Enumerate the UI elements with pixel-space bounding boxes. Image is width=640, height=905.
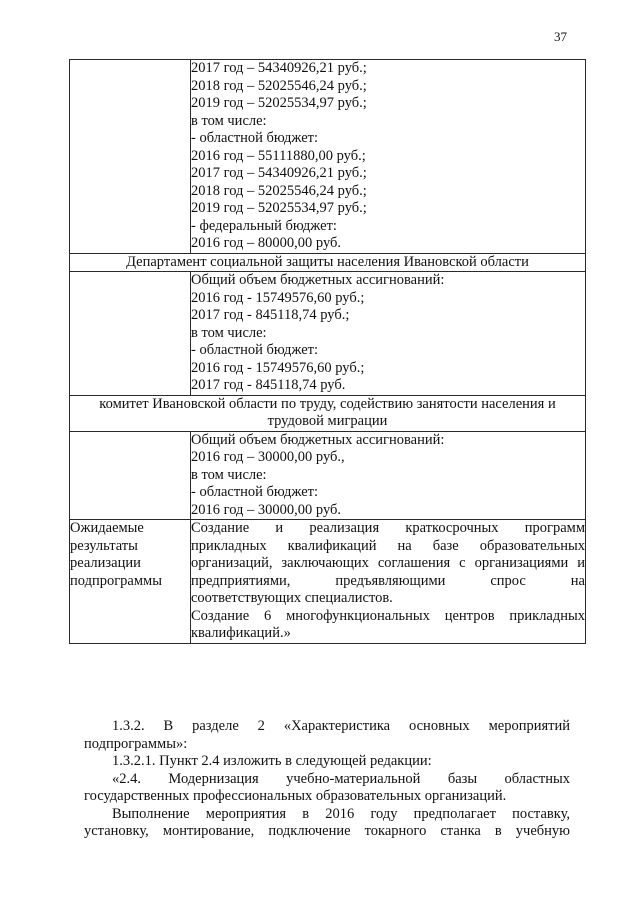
text-line: 2017 год – 54340926,21 руб.; xyxy=(191,60,367,76)
paragraph-line: 1.3.2.1. Пункт 2.4 изложить в следующей редакции: xyxy=(112,753,432,769)
text-line: - областной бюджет: xyxy=(191,130,319,146)
table-row xyxy=(70,520,586,644)
text-line: 2019 год – 52025534,97 руб.; xyxy=(191,95,367,111)
text-line: 2018 год – 52025546,24 руб.; xyxy=(191,182,367,199)
text-line: реализации xyxy=(70,555,141,572)
text-line: 2016 год – 30000,00 руб., xyxy=(191,449,345,465)
text-line: 2018 год – 52025546,24 руб.; xyxy=(191,77,367,94)
text-line: 2016 год – 30000,00 руб. xyxy=(191,501,342,518)
expected-results-label xyxy=(70,520,191,644)
text-line: в том числе: xyxy=(191,324,267,341)
text-line: 2016 год - 15749576,60 руб.; xyxy=(191,289,365,306)
paragraph-line: 1.3.2. В разделе 2 «Характеристика основных мероприятий xyxy=(112,718,570,734)
funding-block-social-protection xyxy=(191,272,586,396)
paragraph-line: «2.4. Модернизация учебно-материальной базы областных xyxy=(112,770,570,787)
document-body xyxy=(84,718,570,841)
table-cell-empty xyxy=(70,272,191,396)
text-line: комитет Ивановской области по труду, содействию занятости населения и xyxy=(99,395,556,412)
text-line: в том числе: xyxy=(191,112,267,129)
text-line: в том числе: xyxy=(191,466,267,483)
table-cell-empty xyxy=(70,60,191,254)
text-line: результаты xyxy=(70,537,138,554)
text-line: 2016 год – 55111880,00 руб.; xyxy=(191,147,366,164)
paragraph-line: подпрограммы»: xyxy=(84,735,188,752)
text-line: 2016 год - 15749576,60 руб.; xyxy=(191,359,365,376)
funding-table xyxy=(69,59,586,644)
text-line: Общий объем бюджетных ассигнований: xyxy=(191,272,445,288)
text-line: - областной бюджет: xyxy=(191,342,319,358)
funding-block-general xyxy=(191,60,586,254)
text-line: Общий объем бюджетных ассигнований: xyxy=(191,431,445,448)
paragraph-line: установку, монтирование, подключение токарного станка в учебную xyxy=(84,823,570,839)
table-row xyxy=(70,395,586,431)
text-line: прикладных квалификаций на базе образовательных xyxy=(191,537,585,554)
text-line: подпрограммы xyxy=(70,572,162,589)
table-row xyxy=(70,60,586,254)
text-line: Создание 6 многофункциональных центров прикладных xyxy=(191,607,585,624)
text-line: трудовой миграции xyxy=(267,413,388,429)
text-line: предприятиями, предъявляющими спрос на xyxy=(191,572,585,589)
text-line: 2019 год – 52025534,97 руб.; xyxy=(191,200,367,216)
text-line: соответствующих специалистов. xyxy=(191,590,393,606)
text-line: - областной бюджет: xyxy=(191,484,319,500)
committee-heading xyxy=(70,395,586,431)
table-row xyxy=(70,431,586,520)
text-line: 2017 год - 845118,74 руб.; xyxy=(191,307,350,323)
expected-results-text xyxy=(191,520,586,644)
text-line: организаций, заключающих соглашения с организациями и xyxy=(191,555,585,571)
paragraph-line: Выполнение мероприятия в 2016 году предполагает поставку, xyxy=(112,805,570,822)
paragraph-line: государственных профессиональных образовательных организаций. xyxy=(84,788,507,804)
funding-block-labor-committee xyxy=(191,431,586,520)
text-line: Создание и реализация краткосрочных программ xyxy=(191,520,585,536)
page-number: 37 xyxy=(554,29,567,44)
table-row xyxy=(70,253,586,272)
text-line: - федеральный бюджет: xyxy=(191,217,337,234)
text-line: 2017 год - 845118,74 руб. xyxy=(191,377,346,393)
table-cell-empty xyxy=(70,431,191,520)
text-line: 2016 год – 80000,00 руб. xyxy=(191,235,342,251)
department-heading: Департамент социальной защиты населения Ивановской области xyxy=(70,253,586,272)
text-line: 2017 год – 54340926,21 руб.; xyxy=(191,165,367,181)
text-line: квалификаций.» xyxy=(191,625,291,641)
table-row xyxy=(70,272,586,396)
text-line: Ожидаемые xyxy=(70,520,144,536)
